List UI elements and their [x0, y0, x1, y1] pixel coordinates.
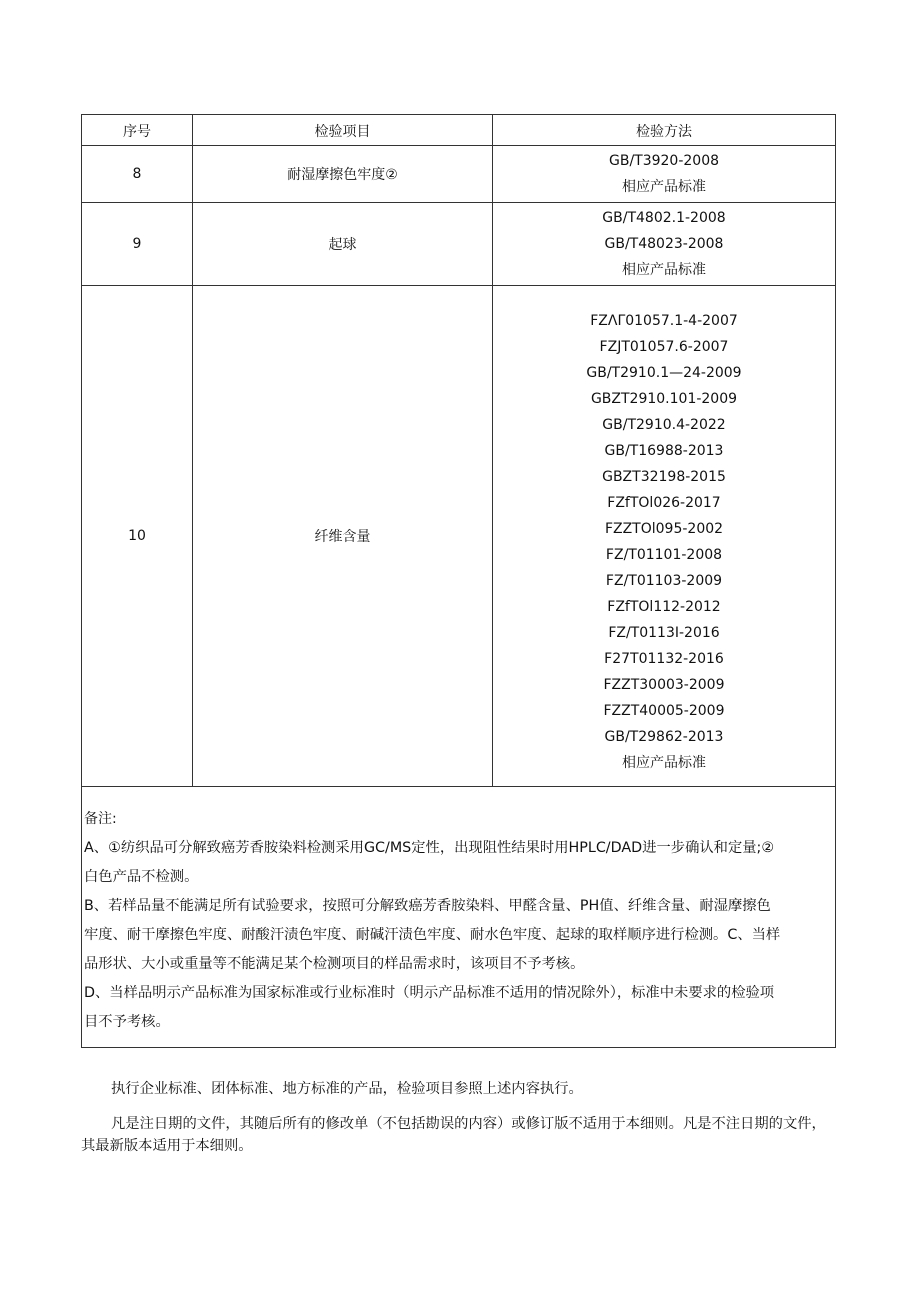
note-line: 目不予考核。	[84, 1014, 170, 1030]
row-no: 10	[82, 286, 193, 787]
header-no: 序号	[82, 115, 193, 146]
row-item: 纤维含量	[193, 286, 493, 787]
row-methods	[493, 203, 836, 286]
method-line: FZ/T01103-2009	[605, 573, 723, 589]
method-line: FZZTOl095-2002	[604, 521, 724, 537]
row-item: 耐湿摩擦色牢度②	[193, 146, 493, 203]
method-line: GBZT2910.101-2009	[590, 391, 738, 407]
table-row	[82, 146, 836, 203]
method-line: GB/T29862-2013	[604, 729, 724, 745]
notes-title: 备注:	[84, 811, 117, 827]
row-item: 起球	[193, 203, 493, 286]
method-line: GBZT32198-2015	[602, 469, 726, 485]
method-line: 相应产品标准	[622, 179, 706, 195]
row-no: 8	[82, 146, 193, 203]
method-line: FZfTOl112-2012	[607, 599, 721, 615]
notes-row	[82, 787, 836, 1048]
inspection-table	[81, 114, 836, 1048]
table-header-row	[82, 115, 836, 146]
method-line: FZ/T01101-2008	[605, 547, 723, 563]
method-line: GB/T2910.1—24-2009	[586, 365, 742, 381]
method-line: FZZT30003-2009	[603, 677, 725, 693]
method-line: GB/T2910.4-2022	[602, 417, 726, 433]
note-line: 牢度、耐干摩擦色牢度、耐酸汗渍色牢度、耐碱汗渍色牢度、耐水色牢度、起球的取样顺序进行检测。C、当样	[84, 927, 781, 943]
method-line: 相应产品标准	[622, 262, 706, 278]
note-line: A、①纺织品可分解致癌芳香胺染料检测采用GC/MS定性，出现阻性结果时用HPLC/DAD进一步确认和定量;②	[84, 840, 775, 856]
method-line: GB/T3920-2008	[608, 153, 720, 169]
body-paragraph: 执行企业标准、团体标准、地方标准的产品，检验项目参照上述内容执行。	[111, 1081, 583, 1097]
method-line: FZfTOl026-2017	[607, 495, 721, 511]
table-row	[82, 203, 836, 286]
method-line: GB/T16988-2013	[604, 443, 724, 459]
note-line: D、当样品明示产品标准为国家标准或行业标准时（明示产品标准不适用的情况除外），标准中未要求的检验项	[84, 985, 775, 1001]
body-paragraph: 凡是注日期的文件，其随后所有的修改单（不包括勘误的内容）或修订版不适用于本细则。凡是不注日期的文件，其最新版本适用于本细则。	[81, 1116, 826, 1154]
method-line: FZJT01057.6-2007	[599, 339, 729, 355]
header-method: 检验方法	[493, 115, 836, 146]
method-line: FZZT40005-2009	[603, 703, 725, 719]
note-line: 品形状、大小或重量等不能满足某个检测项目的样品需求时，该项目不予考核。	[84, 956, 585, 972]
method-line: FZΛΓ01057.1-4-2007	[590, 313, 738, 329]
note-line: B、若样品量不能满足所有试验要求，按照可分解致癌芳香胺染料、甲醛含量、PH值、纤维含量、耐湿摩擦色	[84, 898, 771, 914]
row-no: 9	[82, 203, 193, 286]
method-line: GB/T48023-2008	[604, 236, 724, 252]
row-methods	[493, 146, 836, 203]
notes-cell	[82, 787, 836, 1048]
header-item: 检验项目	[193, 115, 493, 146]
table-row	[82, 286, 836, 787]
note-line: 白色产品不检测。	[84, 869, 199, 885]
method-line: GB/T4802.1-2008	[602, 210, 726, 226]
method-line: 相应产品标准	[622, 755, 706, 771]
method-line: FZ/T0113I-2016	[608, 625, 720, 641]
method-line: F27T01132-2016	[604, 651, 724, 667]
row-methods	[493, 286, 836, 787]
